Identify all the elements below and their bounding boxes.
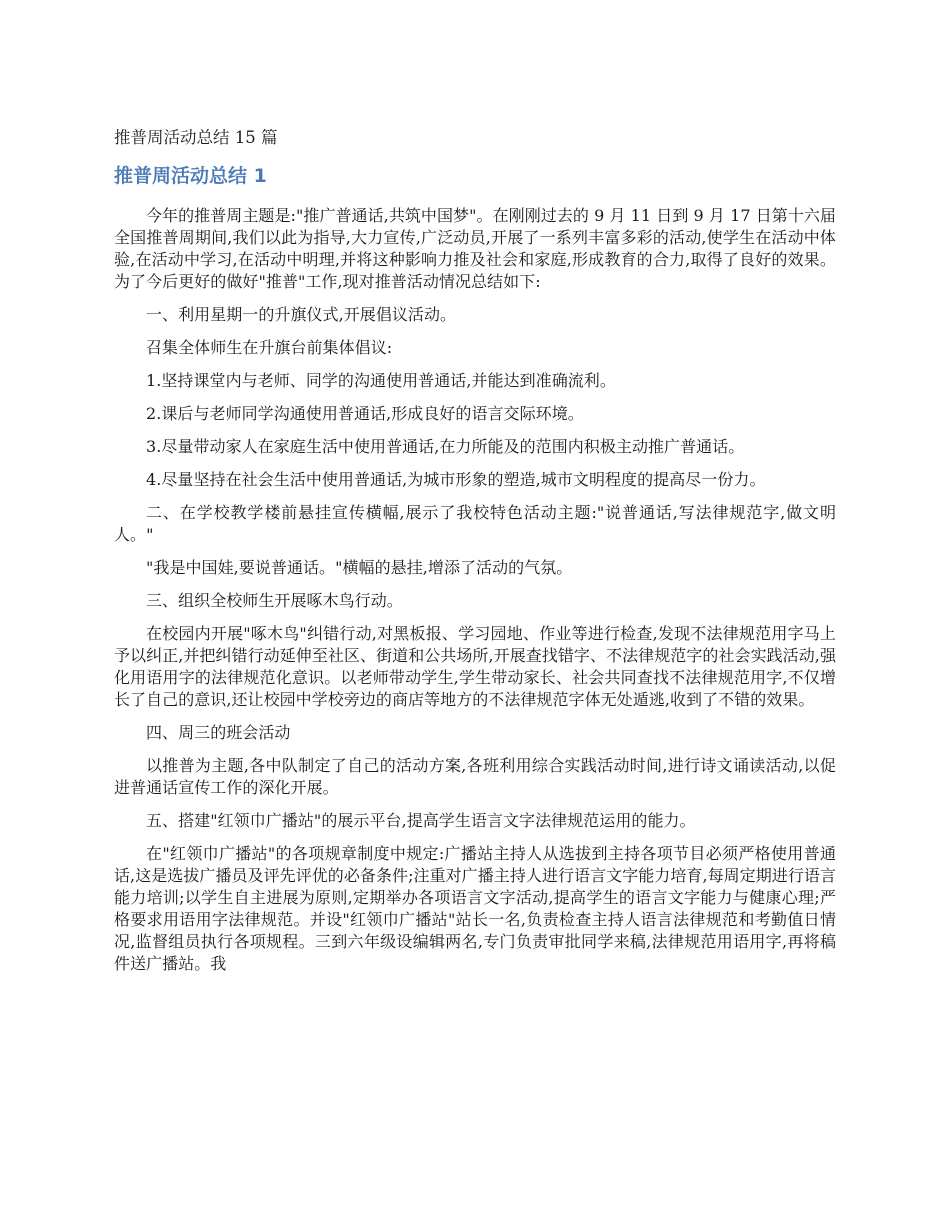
paragraph-pledge-1: 1.坚持课堂内与老师、同学的沟通使用普通话,并能达到准确流利。 (146, 371, 616, 390)
paragraph-pledge-2: 2.课后与老师同学沟通使用普通话,形成良好的语言交际环境。 (146, 404, 584, 423)
paragraph-item-2-body: "我是中国娃,要说普通话。"横幅的悬挂,增添了活动的气氛。 (146, 558, 573, 577)
paragraph-item-2-heading: 二、在学校教学楼前悬挂宣传横幅,展示了我校特色活动主题:"说普通话,写法律规范字,做文明人。" (114, 503, 836, 544)
paragraph-item-1-lead: 召集全体师生在升旗台前集体倡议: (146, 338, 393, 357)
paragraph-item-4-body: 以推普为主题,各中队制定了自己的活动方案,各班利用综合实践活动时间,进行诗文诵读活动,以促进普通话宣传工作的深化开展。 (114, 756, 836, 797)
paragraph-intro: 今年的推普周主题是:"推广普通话,共筑中国梦"。在刚刚过去的 9 月 11 日到 9 月 17 日第十六届全国推普周期间,我们以此为指导,大力宣传,广泛动员,开展了一系列丰富多彩的活动,使学生在活动中体验,在活动中学习,在活动中明理,并将这种影响力推及社会和家庭,形成教育的合力,取得了良好的效果。为了今后更好的做好"推普"工作,现对推普活动情况总结如下: (114, 206, 836, 291)
document-title: 推普周活动总结 15 篇 (114, 128, 278, 147)
paragraph-item-3-heading: 三、组织全校师生开展啄木鸟行动。 (146, 591, 403, 610)
paragraph-pledge-4: 4.尽量坚持在社会生活中使用普通话,为城市形象的塑造,城市文明程度的提高尽一份力。 (146, 470, 766, 489)
paragraph-item-4-heading: 四、周三的班会活动 (146, 723, 291, 742)
paragraph-pledge-3: 3.尽量带动家人在家庭生活中使用普通话,在力所能及的范围内积极主动推广普通话。 (146, 437, 745, 456)
paragraph-item-5-heading: 五、搭建"红领巾广播站"的展示平台,提高学生语言文字法律规范运用的能力。 (146, 811, 696, 830)
paragraph-item-5-body: 在"红领巾广播站"的各项规章制度中规定:广播站主持人从选拔到主持各项节目必须严格使用普通话,这是选拔广播员及评先评优的必备条件;注重对广播主持人进行语言文字能力培育,每周定期进行语言能力培训;以学生自主进展为原则,定期举办各项语言文字活动,提高学生的语言文字能力与健康心理;严格要求用语用字法律规范。并设"红领巾广播站"站长一名,负责检查主持人语言法律规范和考勤值日情况,监督组员执行各项规程。三到六年级设编辑两名,专门负责审批同学来稿,法律规范用语用字,再将稿件送广播站。我 (114, 844, 836, 973)
section-heading: 推普周活动总结 1 (114, 165, 267, 187)
paragraph-item-1-heading: 一、利用星期一的升旗仪式,开展倡议活动。 (146, 305, 457, 324)
paragraph-item-3-body: 在校园内开展"啄木鸟"纠错行动,对黑板报、学习园地、作业等进行检查,发现不法律规范用字马上予以纠正,并把纠错行动延伸至社区、街道和公共场所,开展查找错字、不法律规范字的社会实践活动,强化用语用字的法律规范化意识。以老师带动学生,学生带动家长、社会共同查找不法律规范用字,不仅增长了自己的意识,还让校园中学校旁边的商店等地方的不法律规范字体无处遁逃,收到了不错的效果。 (114, 624, 836, 709)
document-body (114, 205, 836, 986)
